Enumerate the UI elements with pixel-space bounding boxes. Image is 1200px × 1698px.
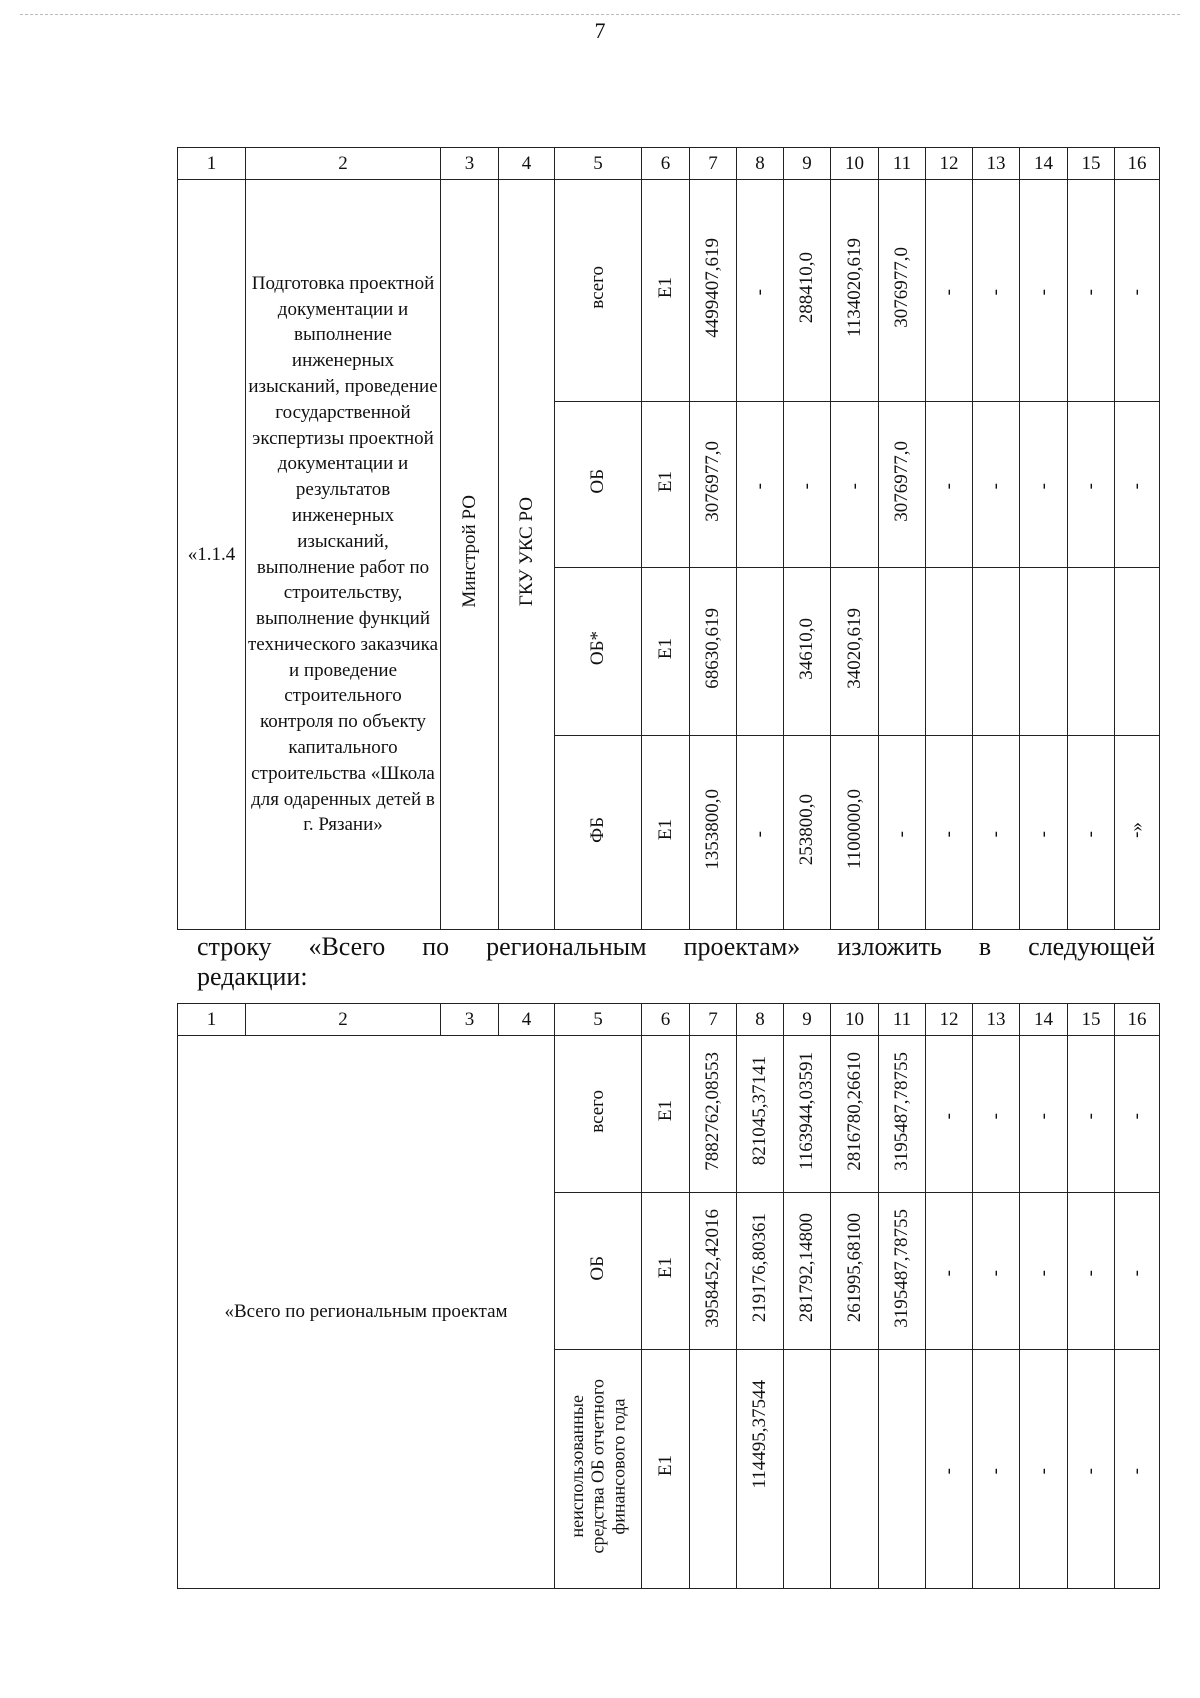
value-cell [1115,1193,1160,1350]
value-cell [784,402,831,568]
value-cell [784,568,831,736]
funding-source: всего [587,1089,609,1133]
value: 3195487,78755 [891,1051,913,1171]
value-cell [1020,1193,1068,1350]
header-cell: 2 [246,1004,441,1036]
value: - [1126,483,1148,490]
value: 3076977,0 [891,441,913,522]
header-cell: 8 [737,1004,784,1036]
header-cell: 8 [737,148,784,180]
project-cell [642,1036,690,1193]
source-line: неиспользованные [566,1394,587,1538]
value-cell [1115,180,1160,402]
value-cell [737,1036,784,1193]
header-cell: 15 [1068,148,1115,180]
value: - [1080,483,1102,490]
value-cell [831,1193,879,1350]
value: - [1032,1269,1054,1276]
value-cell [831,180,879,402]
value: - [938,289,960,296]
value-cell [1020,568,1068,736]
instruction-paragraph-line-2: редакции: [197,962,308,991]
value: - [985,483,1007,490]
header-cell: 11 [879,1004,926,1036]
value-cell [1068,1193,1115,1350]
value: 288410,0 [796,251,818,324]
value-cell [973,568,1020,736]
value: - [1080,1112,1102,1119]
value: - [1126,1467,1148,1474]
project-code: Е1 [654,1455,676,1477]
project-code: Е1 [654,276,676,299]
value: - [938,831,960,838]
value-cell [1068,736,1115,930]
value: 34610,0 [796,617,818,680]
source-cell [555,568,642,736]
value: - [749,483,771,490]
value: 281792,14800 [796,1213,818,1323]
value: - [985,1269,1007,1276]
value-cell [973,736,1020,930]
value-cell [737,736,784,930]
value-cell [737,180,784,402]
value-cell [926,736,973,930]
funding-source: ОБ [587,1255,609,1281]
value: - [1032,831,1054,838]
header-cell: 16 [1115,148,1160,180]
value: 68630,619 [702,608,724,689]
value-cell [784,736,831,930]
value: - [1080,1269,1102,1276]
responsible-executor-cell [441,180,499,930]
value: 1100000,0 [843,789,865,870]
value-cell [926,402,973,568]
value: 1353800,0 [702,789,724,870]
value-cell [737,568,784,736]
value-cell [690,1036,737,1193]
value: - [1126,289,1148,296]
value: - [796,483,818,490]
value-cell [973,402,1020,568]
value: - [843,483,865,490]
header-cell: 14 [1020,148,1068,180]
value-cell [831,402,879,568]
value-cell [784,1193,831,1350]
value-cell [690,568,737,736]
value: 7882762,08553 [702,1051,724,1171]
header-cell: 1 [178,1004,246,1036]
value-cell [831,1036,879,1193]
source-line: средства ОБ отчетного [587,1378,608,1554]
value: 34020,619 [843,608,865,689]
value: - [938,1269,960,1276]
value: 253800,0 [796,793,818,866]
value: - [1032,1112,1054,1119]
value: - [1032,483,1054,490]
header-cell: 10 [831,1004,879,1036]
value-cell [737,1193,784,1350]
header-cell: 9 [784,148,831,180]
instruction-paragraph-line-1: строку «Всего по региональным проектам» изложить в следующей [197,932,1155,961]
header-cell: 3 [441,148,499,180]
value-cell [737,1350,784,1589]
value: 114495,37544 [749,1380,771,1489]
value-cell [1020,180,1068,402]
project-code: Е1 [654,470,676,493]
value-cell [690,1350,737,1589]
value: - [891,831,913,838]
value-cell [926,1350,973,1589]
value: 1134020,619 [843,237,865,338]
header-cell: 14 [1020,1004,1068,1036]
total-label: «Всего по региональным проектам [178,1036,555,1589]
source-cell [555,736,642,930]
header-cell: 5 [555,1004,642,1036]
project-code: Е1 [654,1257,676,1279]
row-1-1-4-table [177,147,1160,930]
value-cell [973,1193,1020,1350]
value-cell [1068,180,1115,402]
value-cell [1115,1350,1160,1589]
value: - [1080,831,1102,838]
project-cell [642,568,690,736]
value-cell [1115,1036,1160,1193]
value-cell [1115,402,1160,568]
co-executor: ГКУ УКС РО [515,496,537,607]
value: 4499407,619 [702,237,724,338]
value-cell [879,1350,926,1589]
co-executor-cell [499,180,555,930]
project-code: Е1 [654,1100,676,1122]
value-cell [1020,1350,1068,1589]
value: - [749,831,771,838]
header-cell: 15 [1068,1004,1115,1036]
value: - [1032,289,1054,296]
source-cell [555,1193,642,1350]
value: - [985,289,1007,296]
value: 3195487,78755 [891,1208,913,1328]
value: 3958452,42016 [702,1208,724,1328]
value: 821045,37141 [749,1056,771,1166]
value-cell [879,1036,926,1193]
header-cell: 10 [831,148,879,180]
value-cell [926,1036,973,1193]
funding-source: ФБ [587,816,609,843]
value-cell [1068,1350,1115,1589]
project-code: Е1 [654,637,676,660]
value-cell [690,736,737,930]
project-cell [642,736,690,930]
value: 219176,80361 [749,1213,771,1323]
value-cell [879,568,926,736]
source-line: финансового года [608,1398,629,1534]
table-row [178,1036,1160,1193]
value: - [1126,1112,1148,1119]
value: -» [1126,821,1148,838]
value: 1163944,03591 [796,1051,818,1171]
value-cell [926,180,973,402]
value: - [938,1467,960,1474]
value-cell [1068,402,1115,568]
value-cell [879,1193,926,1350]
table-row [178,180,1160,402]
value-cell [784,180,831,402]
value: 3076977,0 [891,247,913,328]
project-cell [642,180,690,402]
header-cell: 9 [784,1004,831,1036]
value-cell [1115,568,1160,736]
project-code: Е1 [654,818,676,841]
header-cell: 11 [879,148,926,180]
value-cell [1115,736,1160,930]
header-cell: 4 [499,1004,555,1036]
header-cell: 12 [926,148,973,180]
funding-source [567,1379,629,1553]
value: - [1032,1467,1054,1474]
header-cell: 4 [499,148,555,180]
value-cell [831,736,879,930]
value-cell [973,1036,1020,1193]
header-cell: 6 [642,1004,690,1036]
value: - [985,1467,1007,1474]
value-cell [690,402,737,568]
value-cell [879,736,926,930]
value: - [749,289,771,296]
header-cell: 12 [926,1004,973,1036]
project-cell [642,402,690,568]
value-cell [737,402,784,568]
value-cell [926,568,973,736]
header-cell: 1 [178,148,246,180]
value: - [985,1112,1007,1119]
project-cell [642,1193,690,1350]
header-cell: 5 [555,148,642,180]
value-cell [1020,736,1068,930]
value: - [1080,1467,1102,1474]
value-cell [1068,568,1115,736]
value: - [985,831,1007,838]
value-cell [879,180,926,402]
page-number: 7 [594,18,606,43]
value-cell [1020,402,1068,568]
source-cell [555,1036,642,1193]
value: - [1126,1269,1148,1276]
value: - [938,483,960,490]
value-cell [879,402,926,568]
value-cell [926,1193,973,1350]
scan-edge-line [20,14,1180,15]
value-cell [831,568,879,736]
header-cell: 16 [1115,1004,1160,1036]
header-row [178,1004,1160,1036]
value-cell [973,180,1020,402]
header-cell: 7 [690,148,737,180]
header-cell: 13 [973,148,1020,180]
source-cell [555,1350,642,1589]
funding-source: ОБ* [587,631,609,666]
value: 3076977,0 [702,441,724,522]
responsible-executor: Минстрой РО [458,495,480,608]
funding-source: всего [587,266,609,309]
regional-projects-total-table [177,1003,1160,1589]
value: 261995,68100 [843,1213,865,1323]
header-row [178,148,1160,180]
value-cell [1020,1036,1068,1193]
header-cell: 2 [246,148,441,180]
value-cell [690,180,737,402]
value: - [1080,289,1102,296]
project-cell [642,1350,690,1589]
header-cell: 6 [642,148,690,180]
item-description: Подготовка проектной документации и выполнение инженерных изысканий, проведение государственной экспертизы проектной документации и результатов инженерных изысканий, выполнение работ по строительству, выполнение функций технического заказчика и проведение строительного контроля по объекту капитального строительства «Школа для одаренных детей в г. Рязани» [246,180,441,930]
value: - [938,1112,960,1119]
value-cell [1068,1036,1115,1193]
value-cell [784,1350,831,1589]
header-cell: 7 [690,1004,737,1036]
value-cell [831,1350,879,1589]
value: 2816780,26610 [843,1051,865,1171]
source-cell [555,180,642,402]
funding-source: ОБ [587,469,609,494]
item-code: «1.1.4 [178,180,246,930]
source-cell [555,402,642,568]
value-cell [973,1350,1020,1589]
header-cell: 13 [973,1004,1020,1036]
header-cell: 3 [441,1004,499,1036]
value-cell [784,1036,831,1193]
value-cell [690,1193,737,1350]
